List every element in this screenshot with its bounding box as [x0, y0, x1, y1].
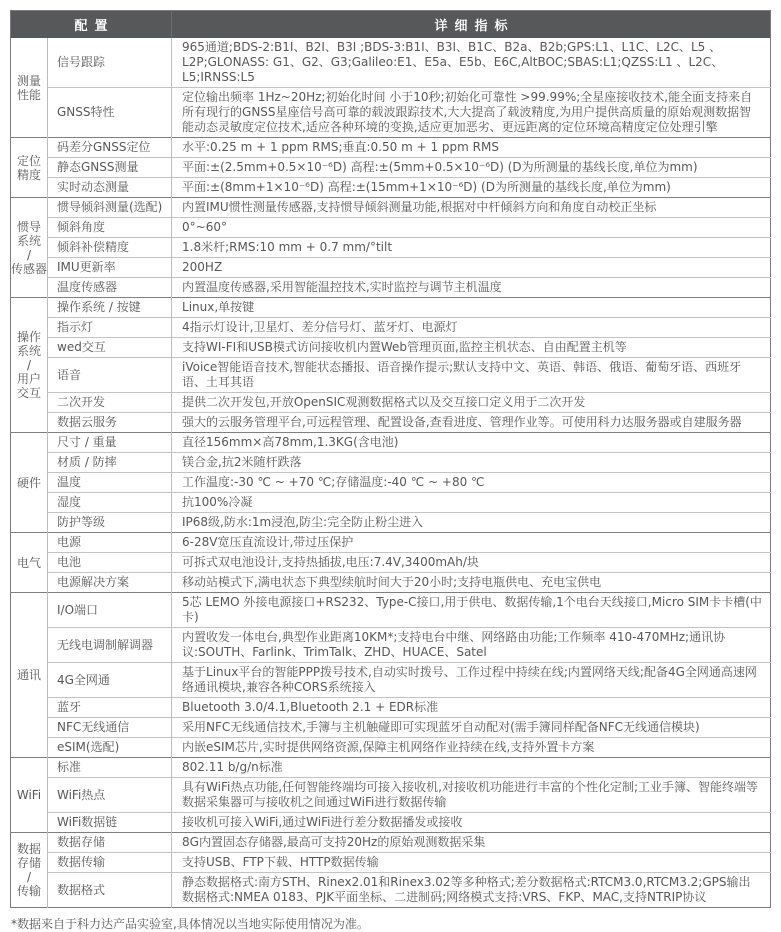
- spec-row: [11, 593, 771, 628]
- param-name-cell: 指示灯: [48, 318, 172, 338]
- category-cell: [11, 138, 48, 198]
- spec-row: [11, 738, 771, 758]
- param-name-cell: 惯导倾斜测量(选配): [48, 198, 172, 218]
- param-name-cell: 数据存储: [48, 833, 172, 853]
- param-value-cell: 内置温度传感器,采用智能温控技术,实时监控与调节主机温度: [172, 278, 771, 298]
- param-value-cell: 移动站模式下,满电状态下典型续航时间大于20小时;支持电瓶供电、充电宝供电: [172, 573, 771, 593]
- param-value-cell: 静态数据格式:南方STH、Rinex2.01和Rinex3.02等多种格式;差分数据格式:RTCM3.0,RTCM3.2;GPS输出数据格式:NMEA 0183、PJK平面坐标、二进制码;网络模式支持:VRS、FKP、MAC,支持NTRIP协议: [172, 873, 771, 908]
- detail-column-header: 详细指标: [172, 11, 771, 39]
- param-value-cell: 强大的云服务管理平台,可远程管理、配置设备,查看进度、管理作业等。可使用科力达服务器或自建服务器: [172, 413, 771, 433]
- param-value-cell: 8G内置固态存储器,最高可支持20Hz的原始观测数据采集: [172, 833, 771, 853]
- category-line: WiFi: [16, 788, 42, 802]
- param-value-cell: 平面:±(8mm+1×10⁻⁶D) 高程:±(15mm+1×10⁻⁶D) (D为所测量的基线长度,单位为mm): [172, 178, 771, 198]
- spec-row: [11, 573, 771, 593]
- param-value-cell: 内置IMU惯性测量传感器,支持惯导倾斜测量功能,根据对中杆倾斜方向和角度自动校正坐标: [172, 198, 771, 218]
- category-line: 系统: [16, 344, 41, 358]
- param-name-cell: 湿度: [48, 493, 172, 513]
- param-name-cell: 温度传感器: [48, 278, 172, 298]
- param-name-cell: 尺寸 / 重量: [48, 433, 172, 453]
- param-value-cell: 直径156mm×高78mm,1.3KG(含电池): [172, 433, 771, 453]
- param-value-cell: 水平:0.25 m + 1 ppm RMS;垂直:0.50 m + 1 ppm RMS: [172, 138, 771, 158]
- param-name-cell: 静态GNSS测量: [48, 158, 172, 178]
- param-value-cell: 平面:±(2.5mm+0.5×10⁻⁶D) 高程:±(5mm+0.5×10⁻⁶D) (D为所测量的基线长度,单位为mm): [172, 158, 771, 178]
- param-name-cell: 二次开发: [48, 393, 172, 413]
- param-name-cell: 倾斜补偿精度: [48, 238, 172, 258]
- param-value-cell: 0°~60°: [172, 218, 771, 238]
- param-name-cell: 数据格式: [48, 873, 172, 908]
- param-name-cell: 码差分GNSS定位: [48, 138, 172, 158]
- category-line: 数据: [16, 842, 41, 856]
- param-value-cell: 采用NFC无线通信技术,手簿与主机触碰即可实现蓝牙自动配对(需手簿同样配备NFC无线通信模块): [172, 718, 771, 738]
- spec-row: [11, 433, 771, 453]
- param-value-cell: 内置收发一体电台,典型作业距离10KM*;支持电台中继、网络路由功能;工作频率 410-470MHz;通讯协议:SOUTH、Farlink、TrimTalk、ZHD、HUACE、Satel: [172, 628, 771, 663]
- spec-row: [11, 238, 771, 258]
- category-line: 交互: [16, 386, 41, 400]
- param-value-cell: Bluetooth 3.0/4.1,Bluetooth 2.1 + EDR标准: [172, 698, 771, 718]
- spec-row: [11, 138, 771, 158]
- param-name-cell: IMU更新率: [48, 258, 172, 278]
- param-value-cell: 基于Linux平台的智能PPP拨号技术,自动实时拨号、工作过程中持续在线;内置网络天线;配备4G全网通高速网络通讯模块,兼容各种CORS系统接入: [172, 663, 771, 698]
- spec-row: [11, 38, 771, 88]
- param-name-cell: wed交互: [48, 338, 172, 358]
- spec-row: [11, 393, 771, 413]
- spec-row: [11, 338, 771, 358]
- param-name-cell: 电源解决方案: [48, 573, 172, 593]
- param-value-cell: 支持USB、FTP下载、HTTP数据传输: [172, 853, 771, 873]
- category-line: 硬件: [16, 475, 41, 490]
- param-value-cell: 4指示灯设计,卫星灯、差分信号灯、蓝牙灯、电源灯: [172, 318, 771, 338]
- param-name-cell: 无线电调制解调器: [48, 628, 172, 663]
- spec-row: [11, 178, 771, 198]
- category-cell: [11, 833, 48, 908]
- param-value-cell: 定位输出频率 1Hz~20Hz;初始化时间 小于10秒;初始化可靠性 >99.99%;全星座接收技术,能全面支持来自所有现行的GNSS星座信号高可靠的载波跟踪技术,大大提高了载波精度,为用户提供高质量的原始观测数据智能动态灵敏度定位技术,适应各种环境的变换,适应更加恶劣、更远距离的定位环境高精度定位处理引擎: [172, 88, 771, 138]
- spec-row: [11, 298, 771, 318]
- param-name-cell: 数据传输: [48, 853, 172, 873]
- spec-row: [11, 158, 771, 178]
- spec-row: [11, 533, 771, 553]
- category-line: /: [26, 358, 32, 372]
- param-value-cell: 内嵌eSIM芯片,实时提供网络资源,保障主机网络作业持续在线,支持外置卡方案: [172, 738, 771, 758]
- spec-row: [11, 853, 771, 873]
- category-cell: [11, 298, 48, 433]
- param-name-cell: 电源: [48, 533, 172, 553]
- spec-row: [11, 628, 771, 663]
- param-name-cell: 4G全网通: [48, 663, 172, 698]
- param-value-cell: 具有WiFi热点功能,任何智能终端均可接入接收机,对接收机功能进行丰富的个性化定制;工业手簿、智能终端等数据采集器可与接收机之间通过WiFi进行数据传输: [172, 778, 771, 813]
- param-name-cell: 实时动态测量: [48, 178, 172, 198]
- spec-row: [11, 513, 771, 533]
- param-name-cell: 防护等级: [48, 513, 172, 533]
- footnote: *数据来自于科力达产品实验室,具体情况以当地实际使用情况为准。: [11, 917, 369, 931]
- spec-row: [11, 278, 771, 298]
- spec-row: [11, 453, 771, 473]
- param-name-cell: 材质 / 防摔: [48, 453, 172, 473]
- category-line: 用户: [16, 372, 41, 386]
- category-line: 定位: [16, 153, 41, 168]
- param-value-cell: 接收机可接入WiFi,通过WiFi进行差分数据播发或接收: [172, 813, 771, 833]
- spec-row: [11, 718, 771, 738]
- param-name-cell: 蓝牙: [48, 698, 172, 718]
- category-line: 传输: [16, 884, 41, 898]
- param-name-cell: 温度: [48, 473, 172, 493]
- spec-table-body: [11, 38, 771, 908]
- param-name-cell: GNSS特性: [48, 88, 172, 138]
- category-cell: [11, 433, 48, 533]
- param-value-cell: 工作温度:-30 ℃ ~ +70 ℃;存储温度:-40 ℃ ~ +80 ℃: [172, 473, 771, 493]
- param-name-cell: 信号跟踪: [48, 38, 172, 88]
- param-name-cell: 操作系统 / 按键: [48, 298, 172, 318]
- spec-row: [11, 88, 771, 138]
- spec-row: [11, 318, 771, 338]
- spec-table: [10, 10, 771, 908]
- param-value-cell: iVoice智能语音技术,智能状态播报、语音操作提示;默认支持中文、英语、韩语、俄语、葡萄牙语、西班牙语、土耳其语: [172, 358, 771, 393]
- param-value-cell: 支持WI-FI和USB模式访问接收机内置Web管理页面,监控主机状态、自由配置主机等: [172, 338, 771, 358]
- category-cell: [11, 758, 48, 833]
- param-value-cell: 提供二次开发包,开放OpenSIC观测数据格式以及交互接口定义用于二次开发: [172, 393, 771, 413]
- spec-row: [11, 698, 771, 718]
- category-line: 惯导: [16, 219, 41, 234]
- category-line: 操作: [16, 330, 41, 344]
- spec-row: [11, 663, 771, 698]
- param-name-cell: NFC无线通信: [48, 718, 172, 738]
- config-column-header: 配置: [11, 11, 172, 39]
- param-name-cell: 语音: [48, 358, 172, 393]
- param-name-cell: 标准: [48, 758, 172, 778]
- param-value-cell: 可拆式双电池设计,支持热插拔,电压:7.4V,3400mAh/块: [172, 553, 771, 573]
- spec-table-header: [11, 11, 771, 39]
- param-name-cell: eSIM(选配): [48, 738, 172, 758]
- category-line: /: [26, 247, 32, 262]
- spec-row: [11, 258, 771, 278]
- param-value-cell: Linux,单按键: [172, 298, 771, 318]
- category-line: /: [26, 870, 32, 884]
- spec-row: [11, 358, 771, 393]
- category-line: 精度: [16, 167, 41, 182]
- header-row: [11, 11, 771, 39]
- spec-row: [11, 493, 771, 513]
- param-value-cell: 200HZ: [172, 258, 771, 278]
- category-cell: [11, 38, 48, 138]
- category-cell: [11, 533, 48, 593]
- param-value-cell: 5芯 LEMO 外接电源接口+RS232、Type-C接口,用于供电、数据传输,1个电台天线接口,Micro SIM卡卡槽(中卡): [172, 593, 771, 628]
- param-value-cell: IP68级,防水:1m浸泡,防尘:完全防止粉尘进入: [172, 513, 771, 533]
- category-cell: [11, 593, 48, 758]
- spec-row: [11, 218, 771, 238]
- param-value-cell: 965通道;BDS-2:B1I、B2I、B3I ;BDS-3:B1I、B3I、B1C、B2a、B2b;GPS:L1、L1C、L2C、L5 、L2P;GLONASS: G1、G2、G3;Galileo:E1、E5a、E5b、E6C,AltBOC;SBAS:L1;QZSS:L1 、L2C、L5;IRNSS:L5: [172, 38, 771, 88]
- spec-row: [11, 553, 771, 573]
- category-line: 存储: [16, 856, 41, 870]
- spec-row: [11, 413, 771, 433]
- param-value-cell: 1.8米杆;RMS:10 mm + 0.7 mm/°tilt: [172, 238, 771, 258]
- category-line: 性能: [16, 87, 41, 102]
- param-name-cell: 数据云服务: [48, 413, 172, 433]
- param-value-cell: 抗100%冷凝: [172, 493, 771, 513]
- spec-row: [11, 813, 771, 833]
- spec-row: [11, 198, 771, 218]
- param-value-cell: 802.11 b/g/n标准: [172, 758, 771, 778]
- spec-row: [11, 833, 771, 853]
- category-line: 电气: [16, 555, 41, 570]
- param-name-cell: 倾斜角度: [48, 218, 172, 238]
- spec-row: [11, 758, 771, 778]
- spec-row: [11, 873, 771, 908]
- category-line: 系统: [16, 233, 41, 248]
- param-value-cell: 镁合金,抗2米随杆跌落: [172, 453, 771, 473]
- spec-row: [11, 778, 771, 813]
- param-name-cell: 电池: [48, 553, 172, 573]
- param-name-cell: I/O端口: [48, 593, 172, 628]
- param-name-cell: WiFi热点: [48, 778, 172, 813]
- spec-row: [11, 473, 771, 493]
- param-value-cell: 6-28V宽压直流设计,带过压保护: [172, 533, 771, 553]
- category-line: 测量: [16, 73, 41, 88]
- param-name-cell: WiFi数据链: [48, 813, 172, 833]
- category-cell: [11, 198, 48, 298]
- category-line: 传感器: [11, 261, 48, 276]
- category-line: 通讯: [16, 668, 41, 682]
